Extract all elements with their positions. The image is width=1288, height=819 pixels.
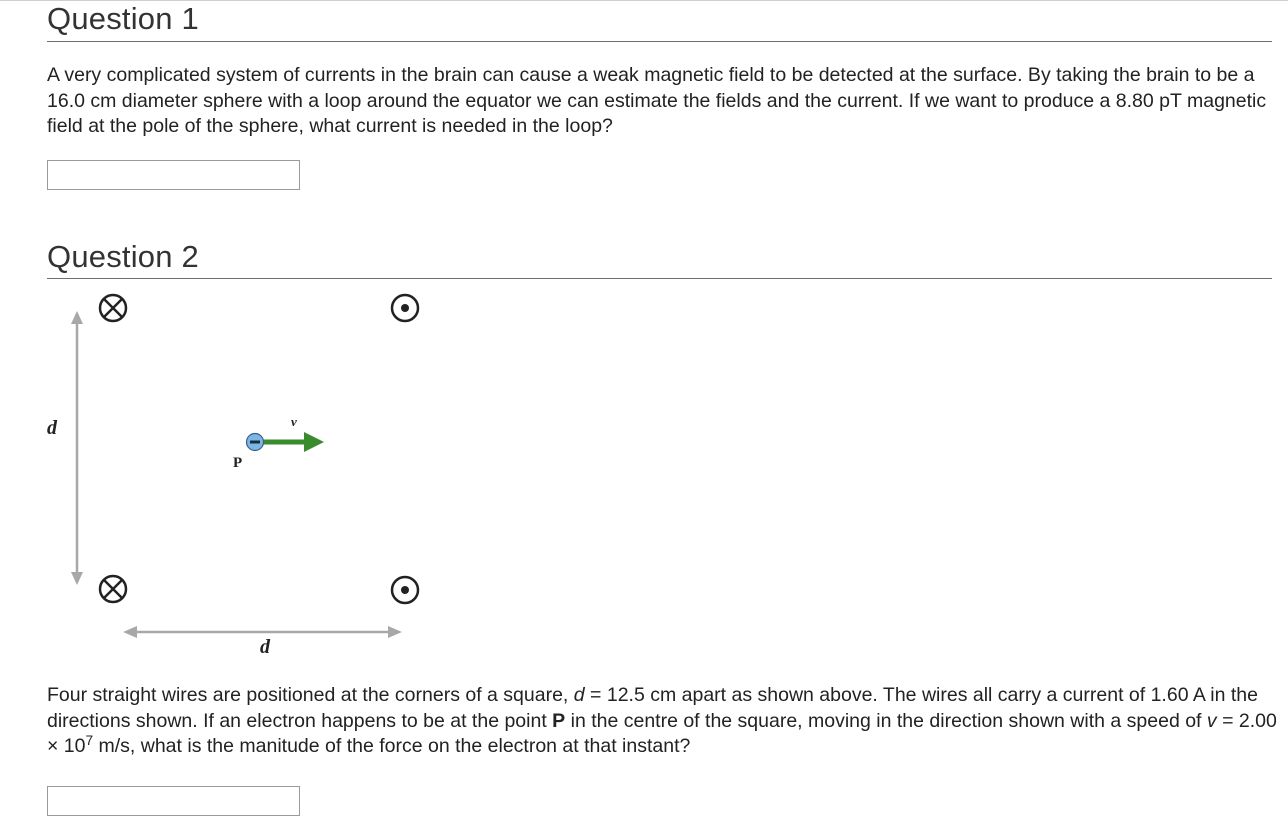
question-2-text-part1: Four straight wires are positioned at the corners of a square, — [47, 684, 574, 706]
point-p-label: P — [233, 455, 243, 471]
into-page-icon — [100, 295, 126, 321]
question-2-title: Question 2 — [47, 239, 199, 274]
question-2-p-point: P — [552, 709, 566, 732]
question-2-text-part3: in the centre of the square, moving in the direction shown with a speed of — [565, 709, 1207, 732]
question-2-text-part5: m/s, what is the manitude of the force on the electron at that instant? — [93, 735, 691, 757]
out-of-page-icon — [392, 577, 418, 603]
vertical-dimension-arrow — [71, 311, 83, 585]
question-2-divider — [47, 278, 1272, 279]
question-1-text: A very complicated system of currents in the brain can cause a weak magnetic field to be detected at the surface. By taking the brain to be a 16.0 cm diameter sphere with a loop around the equator we can estimate the fields and the current. If we want to produce a 8.80 pT magnetic field at the pole of the sphere, what current is needed in the loop? — [47, 64, 1267, 137]
question-1-divider — [47, 41, 1272, 42]
out-of-page-icon — [392, 295, 418, 321]
question-2-text-part2: = 12.5 cm apart as shown above. The wires all carry a current of 1.60 A in the directions shown. If an electron happens to be at the point — [47, 684, 1258, 732]
question-1-title: Question 1 — [47, 1, 199, 36]
question-2-text — [47, 683, 1277, 760]
question-2-d-variable: d — [573, 684, 585, 706]
question-2-exponent: 7 — [85, 733, 94, 749]
velocity-label: v — [291, 414, 297, 429]
vertical-d-label: d — [47, 417, 57, 439]
four-wires-diagram — [0, 285, 460, 665]
horizontal-d-label: d — [260, 636, 270, 658]
velocity-arrow — [262, 432, 324, 452]
question-2-text-part4: = 2.00 × 10 — [47, 709, 1277, 757]
electron-minus-icon — [247, 434, 264, 451]
question-1-answer-input[interactable] — [47, 160, 300, 190]
question-2-v-variable: v — [1206, 709, 1217, 732]
into-page-icon — [100, 576, 126, 602]
question-2-answer-input[interactable] — [47, 786, 300, 816]
